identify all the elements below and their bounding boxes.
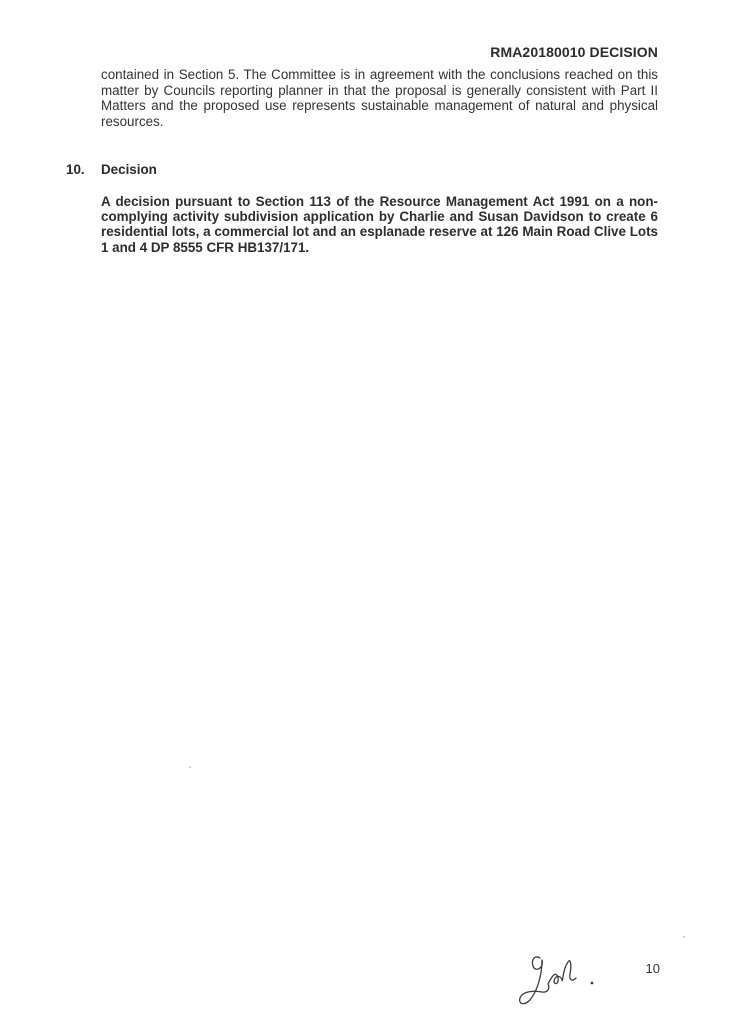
section-number: 10. [66, 162, 85, 177]
signature-icon [512, 940, 602, 1010]
section-title: Decision [101, 162, 157, 177]
scan-speck [189, 766, 191, 768]
continuation-paragraph: contained in Section 5. The Committee is in agreement with the conclusions reached on this matter by Councils reporting planner in that the proposal is generally consistent with Part II Matters and the proposed use represents sustainable management of natural and physical resources. [101, 67, 658, 129]
document-reference: RMA20180010 DECISION [490, 44, 658, 60]
scan-speck [683, 936, 685, 938]
decision-paragraph: A decision pursuant to Section 113 of the Resource Management Act 1991 on a non-complying activity subdivision application by Charlie and Susan Davidson to create 6 residential lots, a commercial lot and an esplanade reserve at 126 Main Road Clive Lots 1 and 4 DP 8555 CFR HB137/171. [101, 194, 658, 255]
page-number: 10 [645, 961, 660, 976]
